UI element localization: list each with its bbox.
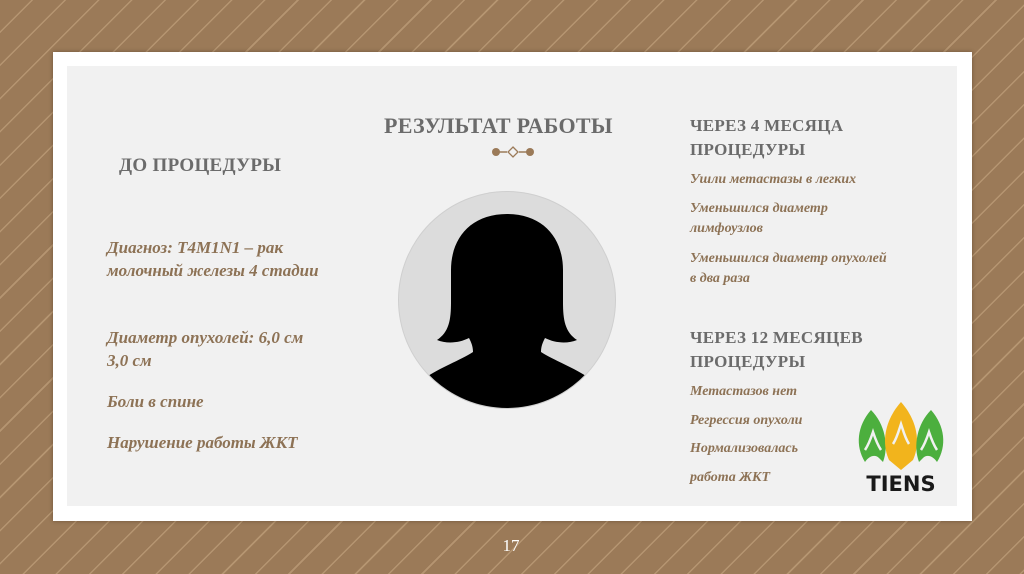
slide-frame <box>53 52 972 521</box>
back-pain-text: Боли в спине <box>107 392 204 411</box>
after-12m-item: Метастазов нет <box>690 384 797 399</box>
after-12m-item: Нормализовалась <box>690 441 798 456</box>
after-4-months-heading: ЧЕРЕЗ 4 МЕСЯЦА ПРОЦЕДУРЫ <box>690 116 844 159</box>
page-number: 17 <box>502 536 520 555</box>
tiens-logo-text: TIENS <box>866 472 936 496</box>
tumor-diameter-text: Диаметр опухолей: 6,0 см 3,0 см <box>107 328 304 370</box>
after-12-months-heading: ЧЕРЕЗ 12 МЕСЯЦЕВ ПРОЦЕДУРЫ <box>690 328 863 371</box>
after-4m-item: Уменьшился диаметр лимфоузлов <box>690 201 828 236</box>
gi-disorder-text: Нарушение работы ЖКТ <box>107 433 298 452</box>
tiens-leaves-logo-icon <box>853 400 949 470</box>
female-silhouette-icon <box>399 192 615 408</box>
after-4m-item: Ушли метастазы в легких <box>690 172 857 187</box>
after-4m-item: Уменьшился диаметр опухолей в два раза <box>690 251 887 286</box>
after-12m-item: Регрессия опухоли <box>690 413 803 428</box>
after-12m-item: работа ЖКТ <box>690 470 771 485</box>
before-procedure-heading: ДО ПРОЦЕДУРЫ <box>119 155 282 176</box>
tiens-logo <box>853 400 949 500</box>
diagnosis-text: Диагноз: Т4М1N1 – рак молочный железы 4 стадии <box>107 238 319 280</box>
result-heading: РЕЗУЛЬТАТ РАБОТЫ <box>384 113 613 138</box>
content-panel <box>67 66 957 506</box>
ornament-divider-icon <box>491 146 535 158</box>
female-silhouette-avatar <box>399 192 615 408</box>
